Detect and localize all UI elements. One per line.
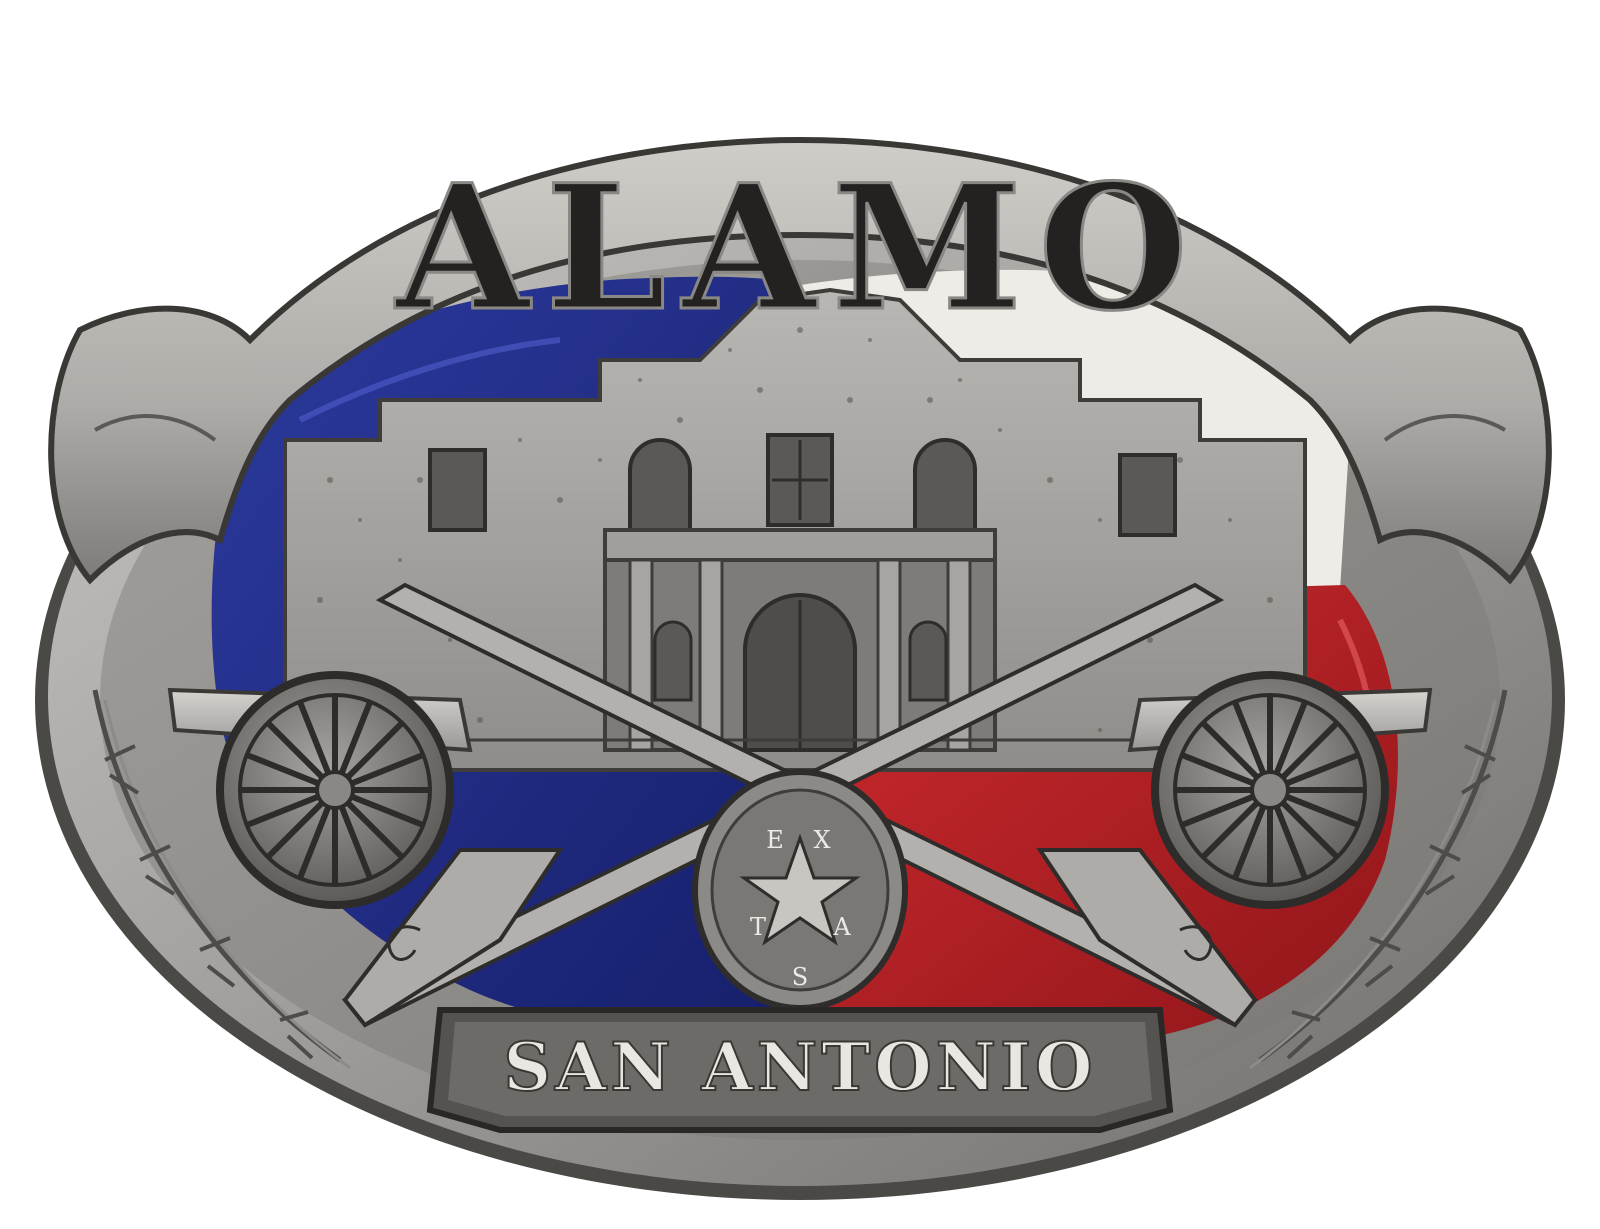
texas-seal [695, 772, 905, 1008]
seal-letter-t: T [749, 913, 767, 941]
seal-letter-s: S [791, 963, 809, 991]
seal-letter-x: X [813, 826, 831, 854]
seal-letter-a: A [833, 913, 851, 941]
city-text: SAN ANTONIO [503, 1028, 1097, 1106]
seal-letter-e: E [766, 826, 784, 854]
title-text: ALAMO [395, 146, 1205, 349]
